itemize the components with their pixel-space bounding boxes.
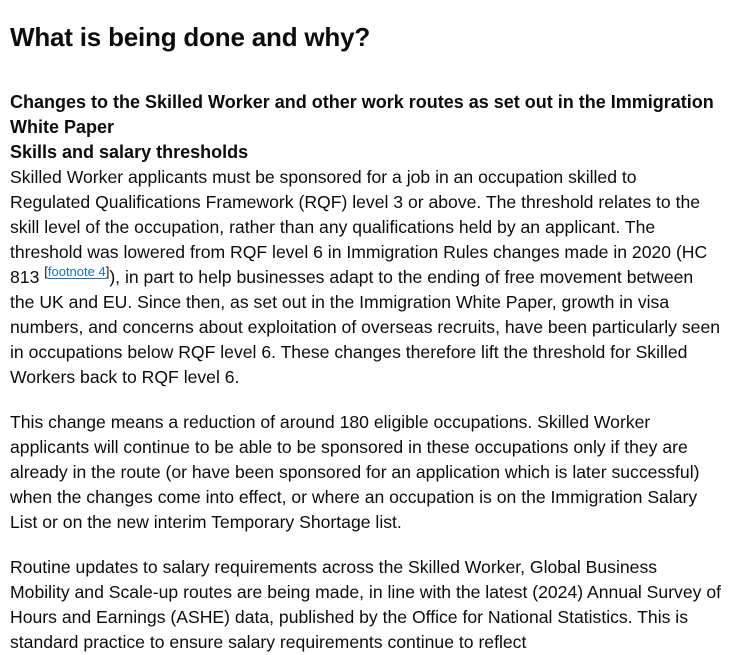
footnote-bracket-open: [ — [44, 264, 48, 279]
paragraph-skills-threshold — [10, 165, 721, 390]
footnote-bracket-close: ] — [105, 264, 110, 279]
paragraph-text-before-footnote: Skilled Worker applicants must be sponsored for a job in an occupation skilled to Regulated Qualifications Framework (RQF) level 3 or above. The threshold relates to the skill level of the occupation, rather than any qualifications held by an applicant. The threshold was lowered from RQF level 6 in Immigration Rules changes made in 2020 (HC 813 — [10, 167, 708, 287]
subsection-subheading: Skills and salary thresholds — [10, 142, 249, 162]
paragraph-occupation-reduction: This change means a reduction of around 180 eligible occupations. Skilled Worker applicants will continue to be able to be sponsored in these occupations only if they are already in the route (or have been sponsored for an application which is later successful) when the changes come into effect, or where an occupation is on the Immigration Salary List or on the new interim Temporary Shortage list. — [10, 412, 700, 532]
subsection-header — [10, 90, 721, 165]
section-heading: What is being done and why? — [10, 22, 371, 52]
paragraph-text-after-footnote: ), in part to help businesses adapt to the ending of free movement between the UK and EU. Since then, as set out in the Immigration White Paper, growth in visa numbers, and concerns about exploitation of overseas recruits, have been particularly seen in occupations below RQF level 6. These changes therefore lift the threshold for Skilled Workers back to RQF level 6. — [10, 267, 721, 387]
page-content — [10, 0, 721, 655]
paragraph-salary-updates: Routine updates to salary requirements across the Skilled Worker, Global Business Mobility and Scale-up routes are being made, in line with the latest (2024) Annual Survey of Hours and Earnings (ASHE) data, published by the Office for National Statistics. This is standard practice to ensure salary requirements continue to reflect — [10, 557, 722, 652]
footnote-4-link[interactable]: footnote 4 — [47, 264, 106, 279]
subsection-heading: Changes to the Skilled Worker and other work routes as set out in the Immigration White Paper — [10, 92, 714, 137]
